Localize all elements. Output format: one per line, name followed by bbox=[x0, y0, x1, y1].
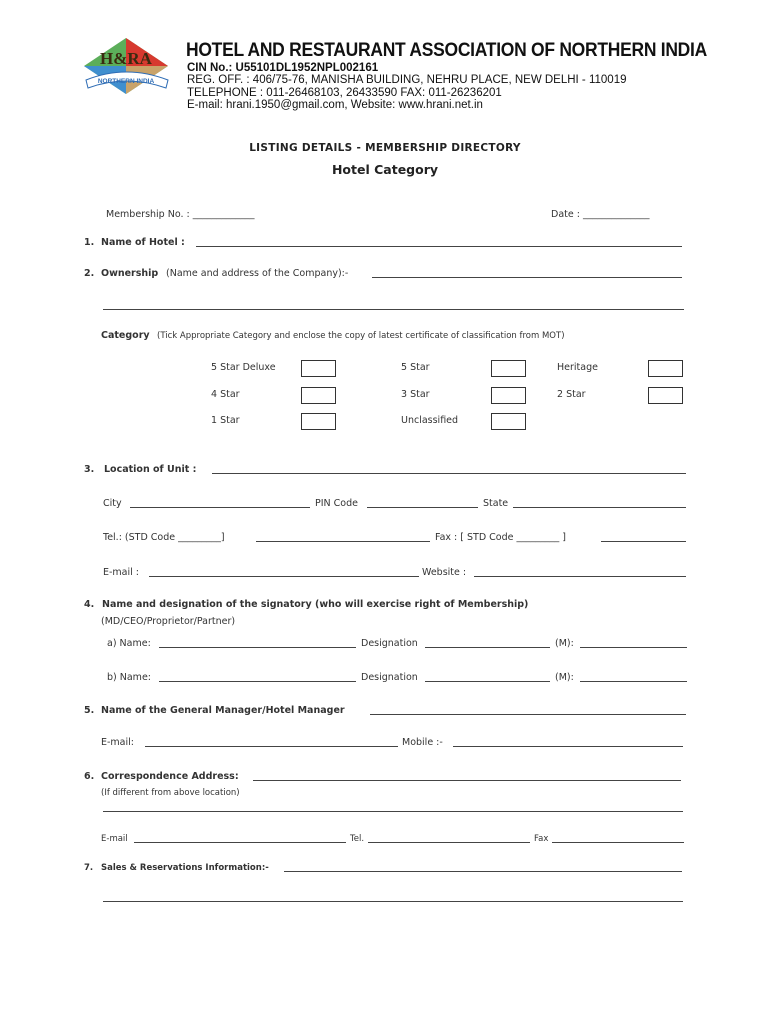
cin-number: CIN No.: U55101DL1952NPL002161 bbox=[187, 62, 379, 74]
category-heritage-label: Heritage bbox=[557, 362, 598, 373]
category-5-star-deluxe-label: 5 Star Deluxe bbox=[211, 362, 276, 373]
corr-fax-input-line[interactable] bbox=[552, 842, 684, 843]
tel-std-label: Tel.: (STD Code _________] bbox=[103, 532, 225, 543]
website-input-line[interactable] bbox=[474, 576, 686, 577]
gm-mobile-label: Mobile :- bbox=[402, 737, 443, 748]
date-field[interactable]: Date : ______________ bbox=[551, 209, 650, 220]
category-1-star-checkbox[interactable] bbox=[301, 413, 336, 430]
logo-ribbon-text: NORTHERN INDIA bbox=[97, 78, 155, 85]
fax-input-line[interactable] bbox=[601, 541, 686, 542]
sales-reservations-label: Sales & Reservations Information:- bbox=[101, 863, 269, 873]
a-mobile-label: (M): bbox=[555, 638, 574, 649]
ownership-note: (Name and address of the Company):- bbox=[166, 268, 349, 279]
a-designation-label: Designation bbox=[361, 638, 418, 649]
state-input-line[interactable] bbox=[513, 507, 686, 508]
email-label: E-mail : bbox=[103, 567, 140, 578]
registered-office: REG. OFF. : 406/75-76, MANISHA BUILDING, NEHRU PLACE, NEW DELHI - 110019 bbox=[187, 74, 627, 86]
a-designation-input-line[interactable] bbox=[425, 647, 550, 648]
category-heritage-checkbox[interactable] bbox=[648, 360, 683, 377]
correspondence-label: Correspondence Address: bbox=[101, 771, 239, 782]
correspondence-input-line[interactable] bbox=[253, 780, 681, 781]
category-unclassified-label: Unclassified bbox=[401, 415, 459, 426]
gm-mobile-input-line[interactable] bbox=[453, 746, 683, 747]
gm-email-label: E-mail: bbox=[101, 737, 134, 748]
category-4-star-label: 4 Star bbox=[211, 389, 240, 400]
a-name-label: a) Name: bbox=[107, 638, 151, 649]
category-note: (Tick Appropriate Category and enclose the copy of latest certificate of classification from MOT) bbox=[157, 331, 565, 341]
corr-fax-label: Fax bbox=[534, 834, 549, 844]
logo-text: H&RA bbox=[100, 49, 152, 68]
corr-tel-input-line[interactable] bbox=[368, 842, 530, 843]
corr-email-input-line[interactable] bbox=[134, 842, 346, 843]
item-number-5: 5. bbox=[84, 705, 95, 716]
website-label: Website : bbox=[422, 567, 467, 578]
category-2-star-checkbox[interactable] bbox=[648, 387, 683, 404]
correspondence-input-line-2[interactable] bbox=[103, 811, 683, 812]
ownership-input-line-2[interactable] bbox=[103, 309, 684, 310]
item-number-6: 6. bbox=[84, 771, 95, 782]
category-label: Category bbox=[101, 330, 150, 341]
pin-code-input-line[interactable] bbox=[367, 507, 478, 508]
b-mobile-input-line[interactable] bbox=[580, 681, 687, 682]
category-4-star-checkbox[interactable] bbox=[301, 387, 336, 404]
location-input-line[interactable] bbox=[212, 473, 686, 474]
telephone-fax: TELEPHONE : 011-26468103, 26433590 FAX: 011-26236201 bbox=[187, 87, 502, 99]
category-2-star-label: 2 Star bbox=[557, 389, 586, 400]
general-manager-label: Name of the General Manager/Hotel Manager bbox=[101, 705, 345, 716]
item-number-4: 4. bbox=[84, 599, 95, 610]
email-input-line[interactable] bbox=[149, 576, 419, 577]
sales-reservations-input-line[interactable] bbox=[284, 871, 682, 872]
document-subtitle: Hotel Category bbox=[331, 162, 439, 177]
name-of-hotel-label: Name of Hotel : bbox=[101, 237, 185, 248]
category-unclassified-checkbox[interactable] bbox=[491, 413, 526, 430]
document-title: LISTING DETAILS - MEMBERSHIP DIRECTORY bbox=[249, 142, 521, 154]
category-3-star-label: 3 Star bbox=[401, 389, 430, 400]
general-manager-input-line[interactable] bbox=[370, 714, 686, 715]
category-5-star-label: 5 Star bbox=[401, 362, 430, 373]
city-input-line[interactable] bbox=[130, 507, 310, 508]
b-name-input-line[interactable] bbox=[159, 681, 356, 682]
a-mobile-input-line[interactable] bbox=[580, 647, 687, 648]
corr-email-label: E-mail bbox=[101, 834, 128, 844]
signatory-roles: (MD/CEO/Proprietor/Partner) bbox=[101, 616, 236, 627]
sales-reservations-input-line-2[interactable] bbox=[103, 901, 683, 902]
category-5-star-deluxe-checkbox[interactable] bbox=[301, 360, 336, 377]
city-label: City bbox=[103, 498, 122, 509]
correspondence-note: (If different from above location) bbox=[101, 788, 240, 798]
item-number-2: 2. bbox=[84, 268, 95, 279]
b-designation-input-line[interactable] bbox=[425, 681, 550, 682]
category-3-star-checkbox[interactable] bbox=[491, 387, 526, 404]
b-mobile-label: (M): bbox=[555, 672, 574, 683]
logo-emblem bbox=[80, 36, 172, 98]
category-1-star-label: 1 Star bbox=[211, 415, 240, 426]
signatory-label: Name and designation of the signatory (who will exercise right of Membership) bbox=[102, 599, 529, 610]
b-name-label: b) Name: bbox=[107, 672, 151, 683]
b-designation-label: Designation bbox=[361, 672, 418, 683]
ownership-input-line[interactable] bbox=[372, 277, 682, 278]
gm-email-input-line[interactable] bbox=[145, 746, 398, 747]
corr-tel-label: Tel. bbox=[350, 834, 365, 844]
item-number-1: 1. bbox=[84, 237, 95, 248]
name-of-hotel-input-line[interactable] bbox=[196, 246, 682, 247]
a-name-input-line[interactable] bbox=[159, 647, 356, 648]
item-number-3: 3. bbox=[84, 464, 95, 475]
location-label: Location of Unit : bbox=[104, 464, 197, 475]
state-label: State bbox=[483, 498, 509, 509]
tel-input-line[interactable] bbox=[256, 541, 430, 542]
fax-std-label: Fax : [ STD Code _________ ] bbox=[435, 532, 566, 543]
pin-code-label: PIN Code bbox=[315, 498, 358, 509]
membership-no-field[interactable]: Membership No. : _____________ bbox=[106, 209, 255, 220]
ownership-label: Ownership bbox=[101, 268, 159, 279]
item-number-7: 7. bbox=[84, 863, 94, 873]
association-logo bbox=[80, 36, 172, 98]
email-website: E-mail: hrani.1950@gmail.com, Website: www.hrani.net.in bbox=[187, 99, 483, 111]
association-name: HOTEL AND RESTAURANT ASSOCIATION OF NORTHERN INDIA bbox=[186, 40, 707, 61]
category-5-star-checkbox[interactable] bbox=[491, 360, 526, 377]
